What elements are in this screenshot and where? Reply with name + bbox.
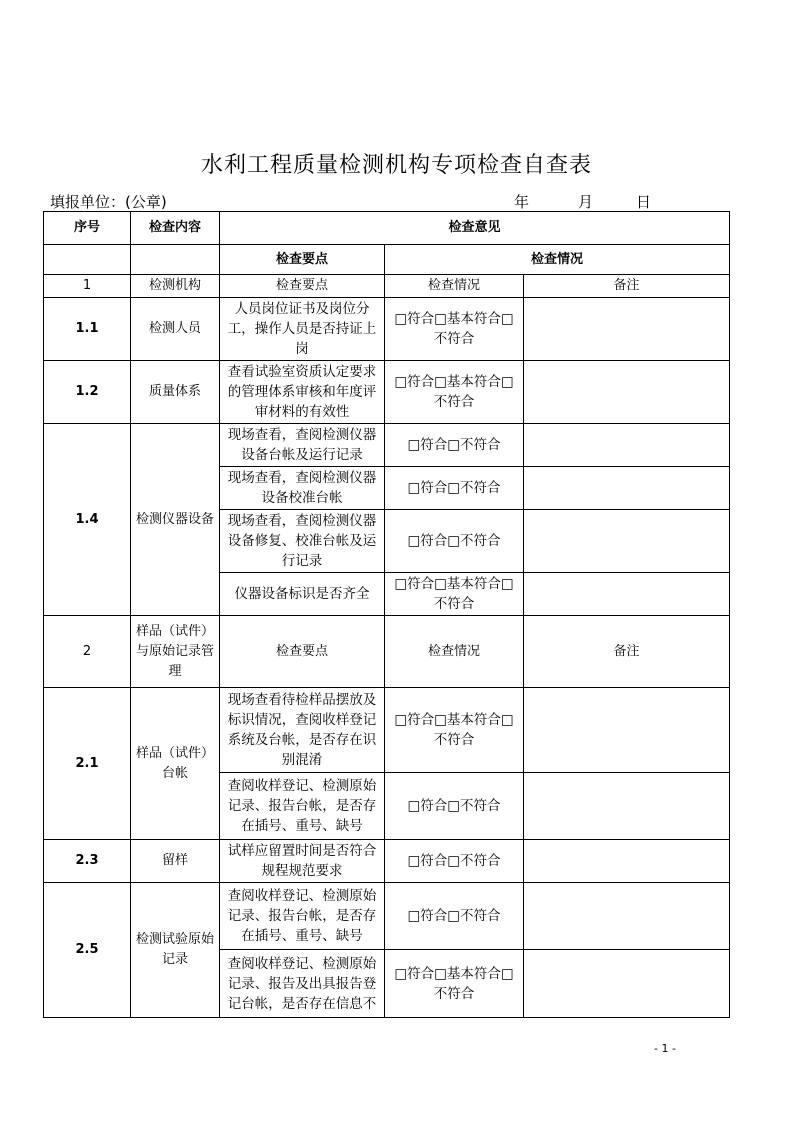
item-point: 仪器设备标识是否齐全 <box>220 573 385 616</box>
item-remark <box>524 950 730 1018</box>
section-row <box>44 275 730 298</box>
item-no: 1.4 <box>44 424 131 616</box>
item-no: 2.5 <box>44 883 131 1018</box>
item-status: □符合□不符合 <box>385 773 524 840</box>
item-status: □符合□不符合 <box>385 424 524 467</box>
item-status: □符合□不符合 <box>385 510 524 573</box>
section-remark: 备注 <box>524 275 730 298</box>
date-year-label: 年 <box>514 193 530 211</box>
item-remark <box>524 883 730 950</box>
item-remark <box>524 840 730 883</box>
document-title: 水利工程质量检测机构专项检查自查表 <box>200 153 592 178</box>
item-status: □符合□基本符合□不符合 <box>385 950 524 1018</box>
section-points: 检查要点 <box>220 275 385 298</box>
item-content: 样品（试件）台帐 <box>131 688 220 840</box>
item-point: 现场查看，查阅检测仪器设备校准台帐 <box>220 467 385 510</box>
item-content: 检测仪器设备 <box>131 424 220 616</box>
item-point: 现场查看待检样品摆放及标识情况，查阅收样登记系统及台帐，是否存在识别混淆 <box>220 688 385 773</box>
item-remark <box>524 424 730 467</box>
section-no: 2 <box>44 616 131 688</box>
item-remark <box>524 467 730 510</box>
page-number: - 1 - <box>654 1042 676 1055</box>
item-point: 查看试验室资质认定要求的管理体系审核和年度评审材料的有效性 <box>220 361 385 424</box>
item-point: 现场查看，查阅检测仪器设备修复、校准台帐及运行记录 <box>220 510 385 573</box>
date-month-label: 月 <box>578 193 594 211</box>
item-remark <box>524 688 730 773</box>
item-remark <box>524 361 730 424</box>
item-remark <box>524 510 730 573</box>
table-row <box>44 688 730 773</box>
item-status: □符合□不符合 <box>385 883 524 950</box>
subheader-blank <box>131 245 220 275</box>
item-remark <box>524 773 730 840</box>
item-point: 现场查看，查阅检测仪器设备台帐及运行记录 <box>220 424 385 467</box>
item-status: □符合□基本符合□不符合 <box>385 688 524 773</box>
subheader-points: 检查要点 <box>220 245 385 275</box>
table-row <box>44 298 730 361</box>
item-remark <box>524 298 730 361</box>
item-point: 人员岗位证书及岗位分工，操作人员是否持证上岗 <box>220 298 385 361</box>
unit-label: 填报单位：(公章) <box>50 193 167 211</box>
table-subheader-row <box>44 245 730 275</box>
self-check-table <box>43 211 730 1018</box>
table-row <box>44 424 730 467</box>
section-content: 样品（试件）与原始记录管理 <box>131 616 220 688</box>
item-status: □符合□不符合 <box>385 467 524 510</box>
section-points: 检查要点 <box>220 616 385 688</box>
item-status: □符合□基本符合□不符合 <box>385 573 524 616</box>
item-no: 2.1 <box>44 688 131 840</box>
item-point: 查阅收样登记、检测原始记录、报告及出具报告登记台帐，是否存在信息不 <box>220 950 385 1018</box>
item-status: □符合□基本符合□不符合 <box>385 361 524 424</box>
subheader-blank <box>44 245 131 275</box>
item-no: 2.3 <box>44 840 131 883</box>
item-no: 1.1 <box>44 298 131 361</box>
header-no: 序号 <box>44 212 131 245</box>
section-no: 1 <box>44 275 131 298</box>
item-content: 质量体系 <box>131 361 220 424</box>
item-remark <box>524 573 730 616</box>
item-content: 留样 <box>131 840 220 883</box>
item-content: 检测人员 <box>131 298 220 361</box>
table-header-row <box>44 212 730 245</box>
section-content: 检测机构 <box>131 275 220 298</box>
item-no: 1.2 <box>44 361 131 424</box>
section-status: 检查情况 <box>385 275 524 298</box>
header-content: 检查内容 <box>131 212 220 245</box>
item-content: 检测试验原始记录 <box>131 883 220 1018</box>
section-remark: 备注 <box>524 616 730 688</box>
section-row <box>44 616 730 688</box>
header-opinion: 检查意见 <box>220 212 730 245</box>
item-point: 查阅收样登记、检测原始记录、报告台帐，是否存在插号、重号、缺号 <box>220 773 385 840</box>
item-point: 查阅收样登记、检测原始记录、报告台帐，是否存在插号、重号、缺号 <box>220 883 385 950</box>
table-row <box>44 840 730 883</box>
date-day-label: 日 <box>636 193 652 211</box>
item-status: □符合□基本符合□不符合 <box>385 298 524 361</box>
item-point: 试样应留置时间是否符合规程规范要求 <box>220 840 385 883</box>
item-status: □符合□不符合 <box>385 840 524 883</box>
unit-date-line <box>46 191 736 211</box>
table-row <box>44 361 730 424</box>
table-row <box>44 883 730 950</box>
section-status: 检查情况 <box>385 616 524 688</box>
subheader-status: 检查情况 <box>385 245 730 275</box>
